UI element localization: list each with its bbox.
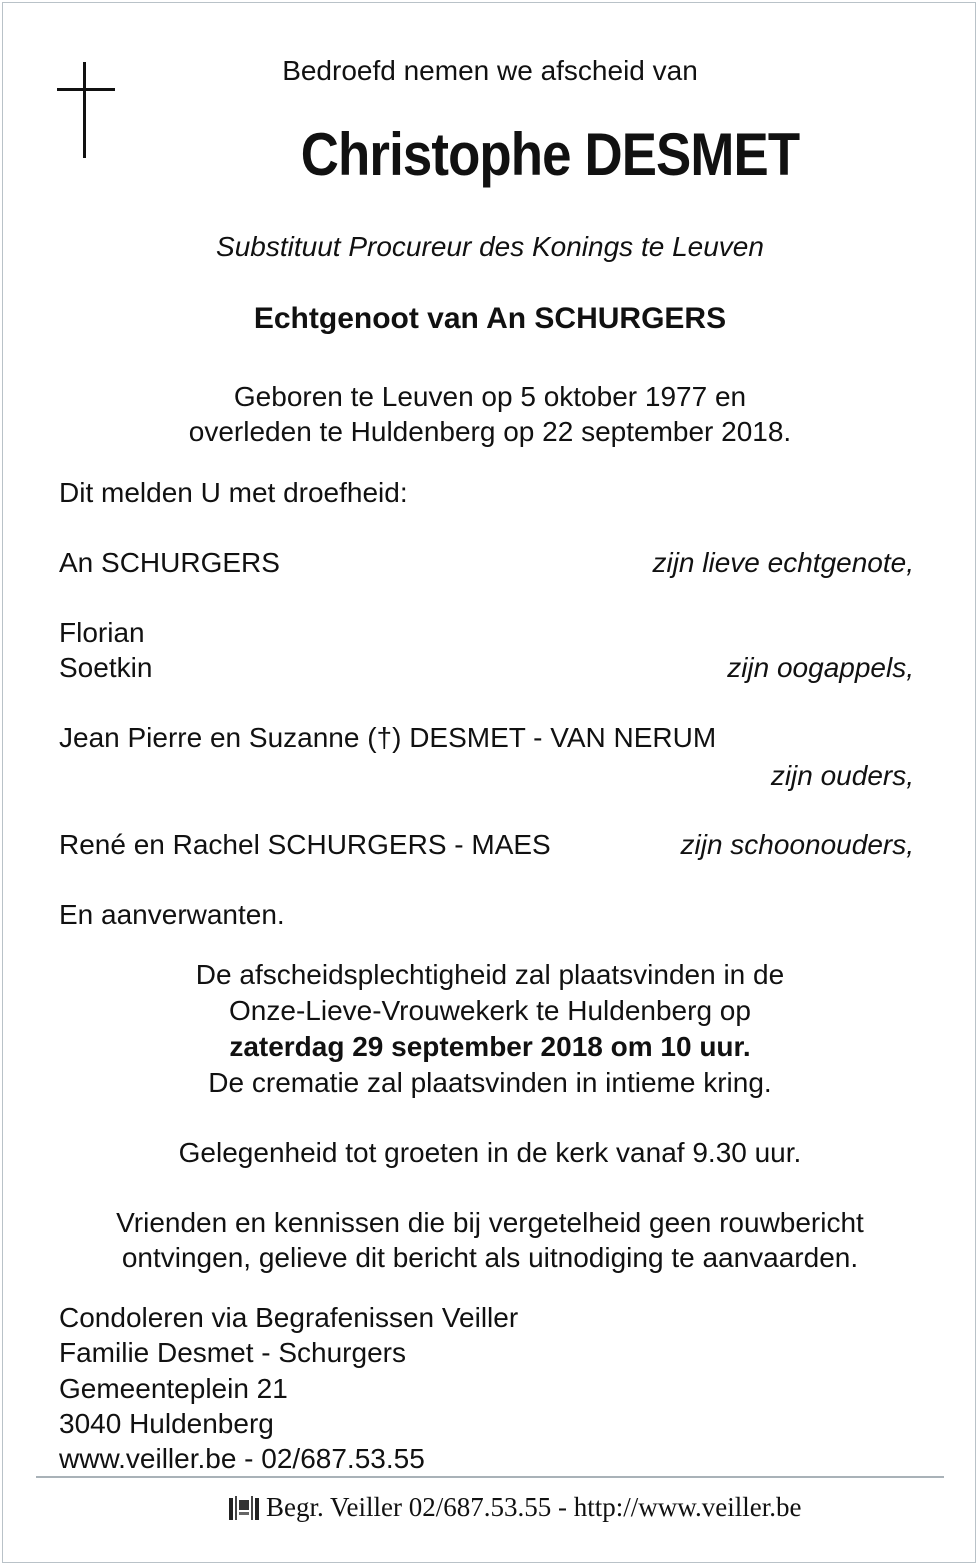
deceased-function: Substituut Procureur des Konings te Leuven	[216, 231, 764, 262]
footer-divider	[36, 1476, 944, 1478]
relative-name: René en Rachel SCHURGERS - MAES	[59, 829, 551, 860]
contact-web-phone: www.veiller.be - 02/687.53.55	[59, 1443, 425, 1474]
deceased-name: Christophe DESMET	[300, 121, 800, 188]
relative-name: Soetkin	[59, 652, 153, 683]
announcement-lead: Dit melden U met droefheid:	[59, 477, 408, 508]
relative-name: Florian	[59, 617, 145, 648]
visitation-note: Gelegenheid tot groeten in de kerk vanaf 9.30 uur.	[178, 1137, 802, 1168]
ceremony-date-time: zaterdag 29 september 2018 om 10 uur.	[229, 1031, 751, 1062]
relative-relation: zijn oogappels,	[727, 652, 914, 683]
footer-text: Begr. Veiller 02/687.53.55 - http://www.veiller.be	[266, 1492, 802, 1522]
relative-relation: zijn lieve echtgenote,	[652, 547, 914, 578]
contact-line: Condoleren via Begrafenissen Veiller	[59, 1302, 519, 1333]
birth-line: Geboren te Leuven op 5 oktober 1977 en	[233, 381, 747, 412]
relative-relation: zijn schoonouders,	[680, 829, 914, 860]
notice-line: Vrienden en kennissen die bij vergetelheid geen rouwbericht	[116, 1207, 864, 1238]
ceremony-line: De afscheidsplechtigheid zal plaatsvinden in de	[195, 959, 785, 990]
contact-line: Familie Desmet - Schurgers	[59, 1337, 406, 1368]
spouse-heading: Echtgenoot van An SCHURGERS	[253, 302, 727, 335]
intro-text: Bedroefd nemen we afscheid van	[282, 55, 698, 86]
announcement-closing: En aanverwanten.	[59, 899, 285, 930]
notice-line: ontvingen, gelieve dit bericht als uitnodiging te aanvaarden.	[121, 1242, 859, 1273]
contact-address: Gemeenteplein 21	[59, 1373, 288, 1404]
relative-name: Jean Pierre en Suzanne (†) DESMET - VAN NERUM	[59, 722, 717, 753]
cremation-note: De crematie zal plaatsvinden in intieme kring.	[208, 1067, 772, 1098]
death-line: overleden te Huldenberg op 22 september 2018.	[188, 416, 792, 447]
relative-name: An SCHURGERS	[59, 547, 280, 578]
contact-city: 3040 Huldenberg	[59, 1408, 274, 1439]
ceremony-line: Onze-Lieve-Vrouwekerk te Huldenberg op	[229, 995, 751, 1026]
funeral-home-logo-icon	[228, 1494, 260, 1530]
footer-credit	[228, 1490, 801, 1530]
relative-relation: zijn ouders,	[770, 760, 914, 791]
